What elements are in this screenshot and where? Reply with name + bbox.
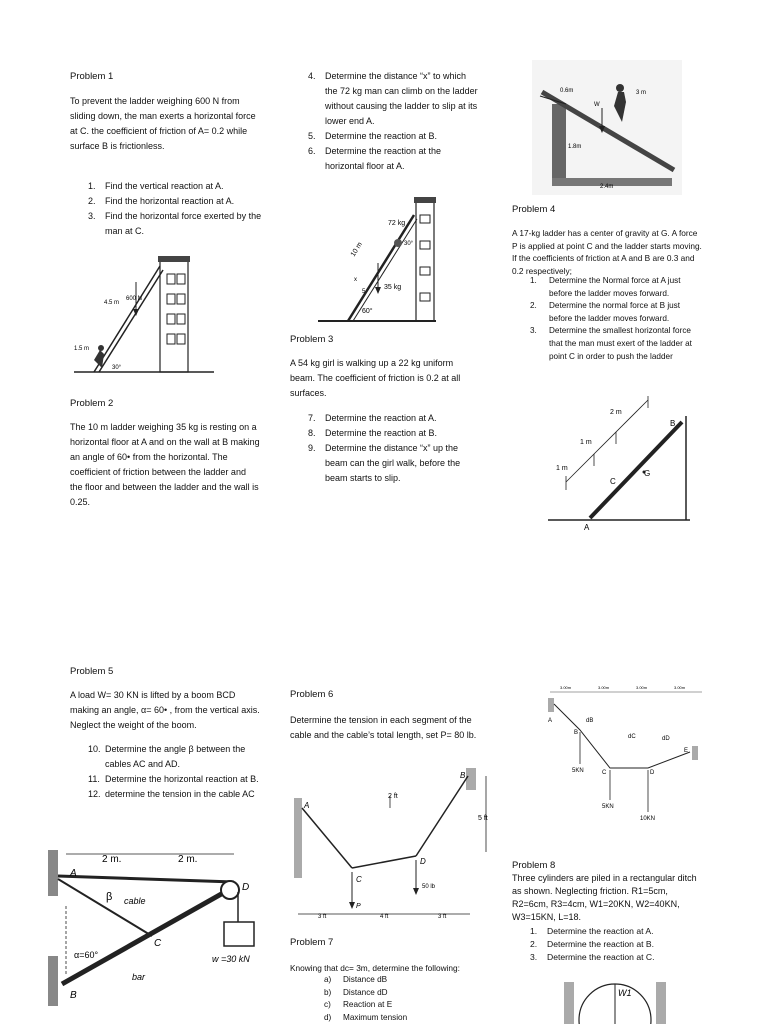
fig7-load-3: 10KN: [640, 816, 656, 822]
fig7-label-b: B: [574, 730, 579, 736]
list-item: 8. Determine the reaction at B.: [308, 428, 438, 438]
fig6-label-d: D: [420, 857, 426, 866]
problem-1-figure: [74, 252, 274, 382]
problem-3-figure: [532, 60, 682, 195]
list-item: 1. Find the vertical reaction at A.: [88, 181, 224, 191]
problem-8-body: Three cylinders are piled in a rectangular ditch as shown. Neglecting friction. R1=5cm, R2=6cm, R3=4cm, W1=20KN, W2=40KN, W3=15KN, L=18.: [512, 873, 697, 922]
problem-4-body: A 17-kg ladder has a center of gravity at G. A force P is applied at point C and the ladder starts moving. If the coefficients of friction at A and B are 0.3 and 0.2 respectively;: [512, 228, 702, 276]
fig5-label-load: w =30 kN: [212, 954, 250, 964]
list-item: 5. Determine the reaction at B.: [308, 131, 438, 141]
problem-8-title: Problem 8: [512, 860, 556, 871]
fig1-label-angle: 30°: [112, 365, 122, 371]
list-item: d) Maximum tension: [324, 1012, 408, 1022]
fig3-label-span: 2.4m: [600, 184, 614, 190]
fig7-label-c: C: [602, 770, 607, 776]
fig5-label-beta: β: [106, 891, 113, 903]
list-item: c) Reaction at E: [324, 1000, 393, 1010]
fig2-label-x: x: [354, 277, 357, 283]
problem-3-body: A 54 kg girl is walking up a 22 kg uniform beam. The coefficient of friction is 0.2 at all surfaces.: [290, 358, 461, 398]
problem-5-figure: [44, 846, 270, 1014]
problem-6-body: Determine the tension in each segment of the cable and the cable’s total length, set P= 80 lb.: [290, 715, 477, 740]
fig6-label-force: 50 lb: [422, 884, 436, 890]
list-item: 11. Determine the horizontal reaction at B.: [88, 774, 259, 784]
list-item: b) Distance dD: [324, 987, 388, 997]
problem-5-body: A load W= 30 KN is lifted by a boom BCD making an angle, α= 60• , from the vertical axis. Neglect the weight of the boom.: [70, 690, 260, 730]
fig7-label-db: dB: [586, 718, 594, 724]
problem-7-figure: [542, 682, 712, 828]
fig2-label-angle60: 60°: [362, 308, 373, 315]
fig1-label-length: 4.5 m: [104, 300, 120, 306]
problem-8-figure: [560, 978, 670, 1024]
fig2-label-length: 10 m: [349, 241, 364, 259]
fig4-label-d3: 1 m: [556, 465, 568, 472]
fig3-label-overhang: 0.6m: [560, 88, 574, 94]
problem-4-title: Problem 4: [512, 204, 556, 215]
list-item: 3. Find the horizontal force exerted by the man at C.: [88, 211, 262, 236]
fig2-label-mass: 72 kg: [388, 220, 406, 227]
fig5-label-b: B: [70, 990, 77, 1001]
list-item: a) Distance dB: [324, 975, 388, 984]
fig7-label-d: D: [650, 770, 655, 776]
fig6-label-c: C: [356, 875, 362, 884]
fig4-label-c: C: [610, 477, 616, 486]
fig4-label-g: G: [644, 469, 651, 478]
problem-5-list: [70, 742, 270, 802]
problem-6-title: Problem 6: [290, 689, 334, 700]
problem-4-list: [512, 275, 702, 363]
problem-1-title: Problem 1: [70, 71, 114, 82]
list-item: 7. Determine the reaction at A.: [308, 413, 437, 423]
fig7-span-3: 3.00m: [636, 685, 648, 690]
fig3-label-height: 1.8m: [568, 144, 582, 150]
fig6-label-a: A: [304, 801, 310, 810]
fig5-label-c: C: [154, 938, 162, 949]
problem-3-list: [290, 411, 480, 486]
problem-2-figure: [318, 193, 448, 328]
fig6-label-s2: 4 ft: [380, 914, 389, 920]
fig1-label-load: 600 N: [126, 296, 143, 302]
list-item: 10. Determine the angle β between the cables AC and AD.: [88, 744, 246, 769]
fig2-label-angle30: 30°: [404, 241, 414, 247]
fig8-label-w1: W1: [618, 988, 632, 998]
fig7-label-dc: dC: [628, 734, 636, 740]
problem-4-figure: [548, 396, 698, 532]
fig6-label-s3: 3 ft: [438, 914, 447, 920]
list-item: 12. determine the tension in the cable AC: [88, 789, 255, 799]
fig7-label-a: A: [548, 718, 553, 724]
list-item: 1. Determine the reaction at A.: [530, 926, 654, 936]
fig7-load-1: 5KN: [572, 768, 584, 774]
list-item: 1. Determine the Normal force at A just before the ladder moves forward.: [530, 276, 681, 298]
problem-7-title: Problem 7: [290, 937, 334, 948]
list-item: 2. Determine the reaction at B.: [530, 939, 654, 949]
fig4-label-a: A: [584, 523, 590, 532]
fig7-load-2: 5KN: [602, 804, 614, 810]
problem-7-intro: Knowing that dc= 3m, determine the following:: [290, 963, 460, 973]
fig6-label-s1: 3 ft: [318, 914, 327, 920]
fig1-label-height: 1.5 m: [74, 346, 90, 352]
list-item: 3. Determine the reaction at C.: [530, 952, 655, 962]
fig5-label-a: A: [70, 868, 77, 879]
problem-8-list: [512, 925, 712, 964]
problem-1-list: [70, 179, 280, 239]
problem-3-title: Problem 3: [290, 334, 334, 345]
problem-1-body: To prevent the ladder weighing 600 N from sliding down, the man exerts a horizontal force at C. the coefficient of friction of A= 0.2 while surface B is frictionless.: [70, 96, 256, 151]
fig5-label-d: D: [242, 882, 250, 893]
fig7-span-2: 3.00m: [598, 685, 610, 690]
fig5-label-d2: 2 m.: [178, 854, 198, 865]
fig4-label-d2: 1 m: [580, 439, 592, 446]
fig6-label-h1: 2 ft: [388, 793, 398, 800]
fig4-label-d1: 2 m: [610, 409, 622, 416]
problem-2-title: Problem 2: [70, 398, 114, 409]
fig5-label-cable: cable: [124, 896, 146, 906]
fig2-label-five: 5: [362, 289, 366, 295]
fig5-label-alpha: α=60°: [74, 950, 99, 960]
fig7-span-1: 3.00m: [560, 685, 572, 690]
fig3-label-weight: W: [594, 102, 600, 108]
list-item: 6. Determine the reaction at the horizontal floor at A.: [308, 146, 442, 171]
problem-6-figure: [290, 768, 498, 924]
fig4-label-b: B: [670, 419, 676, 428]
fig5-label-d1: 2 m.: [102, 854, 122, 865]
problem-7-list: [290, 974, 490, 1024]
fig5-label-bar: bar: [132, 972, 146, 982]
problem-2-list: [290, 69, 480, 174]
fig7-label-e: E: [684, 748, 689, 754]
fig6-label-p: P: [356, 903, 361, 910]
list-item: 3. Determine the smallest horizontal force that the man must exert of the ladder at point C in order to push the ladder: [530, 326, 692, 361]
fig2-label-weight: 35 kg: [384, 284, 402, 291]
problem-2-body: The 10 m ladder weighing 35 kg is resting on a horizontal floor at A and on the wall at B making an angle of 60• from the horizontal. The coefficient of friction between the ladder and the floor and between the ladder and the wall is 0.25.: [70, 422, 260, 507]
list-item: 2. Determine the normal force at B just before the ladder moves forward.: [530, 301, 681, 323]
fig3-label-length: 3 m: [636, 90, 647, 96]
fig6-label-b: B: [460, 771, 466, 780]
list-item: 9. Determine the distance “x” up the beam can the girl walk, before the beam starts to slip.: [308, 443, 461, 483]
fig7-label-dd: dD: [662, 736, 670, 742]
fig6-label-h2: 5 ft: [478, 815, 488, 822]
problem-5-title: Problem 5: [70, 666, 114, 677]
fig7-span-4: 3.00m: [674, 685, 686, 690]
list-item: 2. Find the horizontal reaction at A.: [88, 196, 235, 206]
list-item: 4. Determine the distance “x” to which the 72 kg man can climb on the ladder without causing the ladder to slip at its lower end A.: [308, 71, 478, 126]
